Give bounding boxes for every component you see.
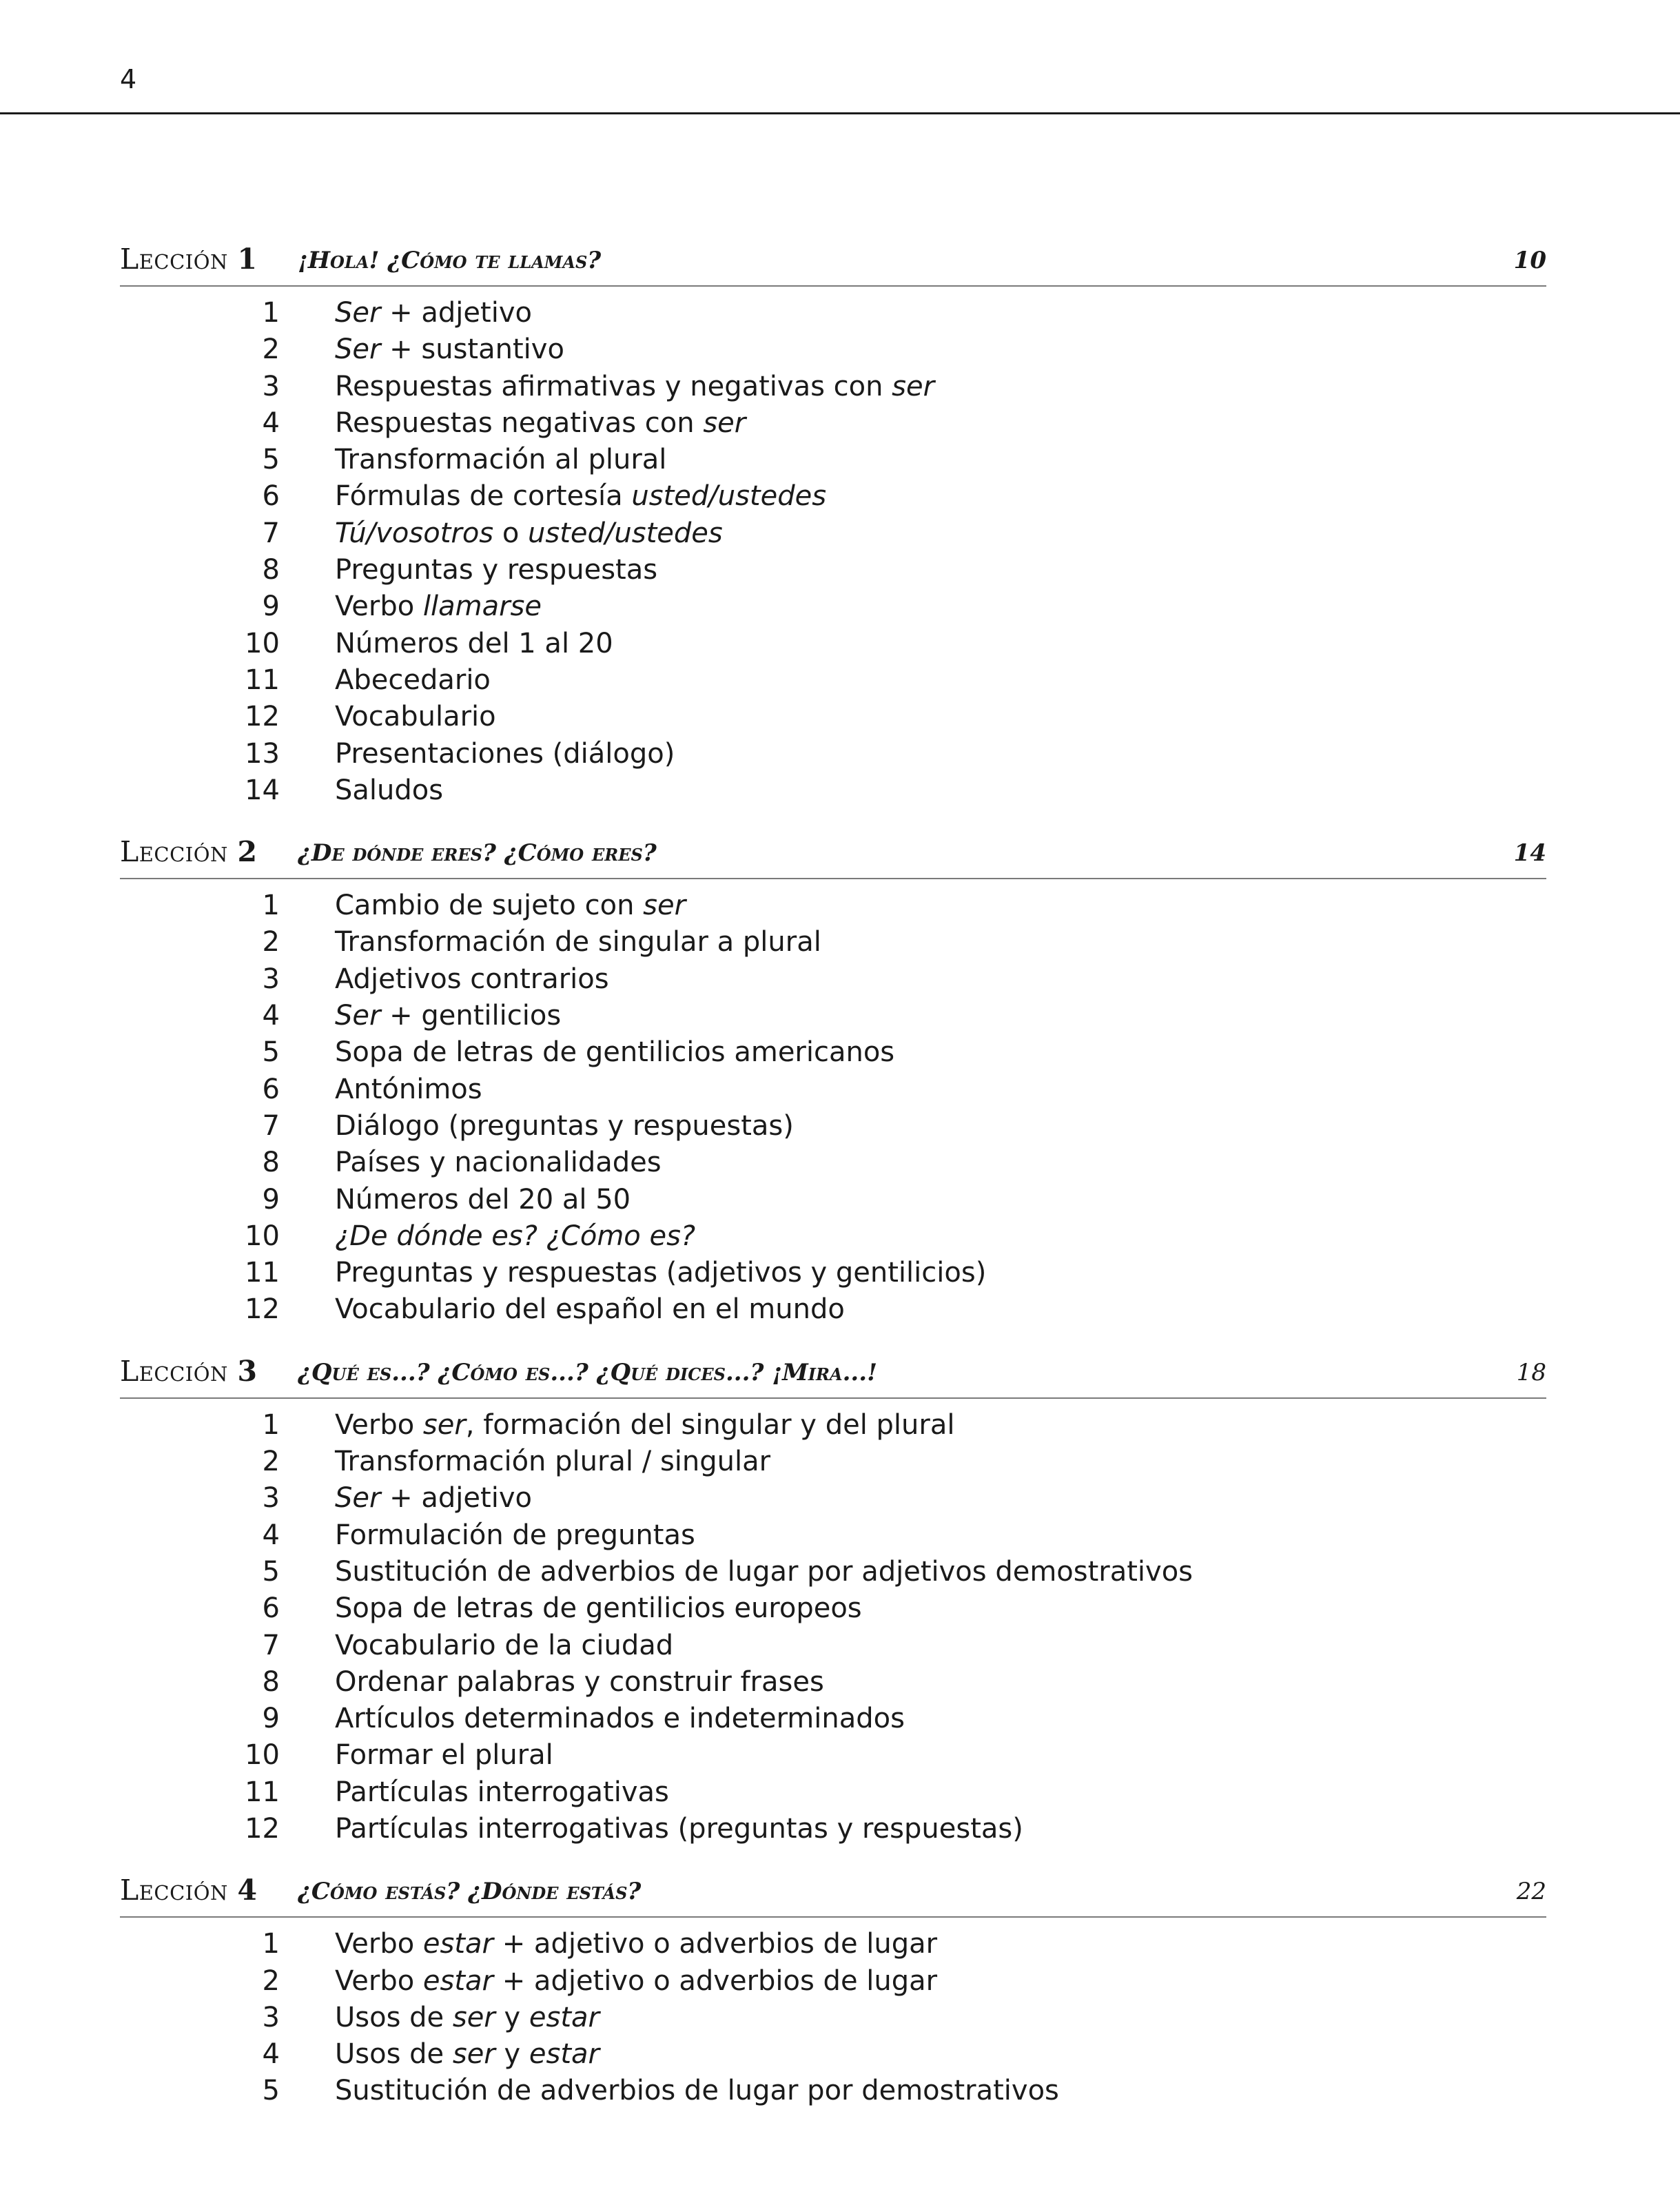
item-text-part: Sustitución de adverbios de lugar por adjetivos demostrativos <box>335 1555 1194 1588</box>
item-number: 8 <box>262 554 280 586</box>
item-text-italic: ¿De dónde es? ¿Cómo es? <box>335 1220 696 1252</box>
item-text-italic: ser <box>703 407 746 439</box>
item-text <box>335 1517 695 1554</box>
item-number: 2 <box>262 334 280 366</box>
item-number: 3 <box>262 370 280 402</box>
list-item <box>120 1926 1546 1962</box>
lesson-page-number: 22 <box>1516 1878 1546 1906</box>
lesson-heading <box>120 1346 1546 1399</box>
exercise-list <box>120 287 1546 827</box>
list-item <box>120 1963 1546 2000</box>
item-text-italic: estar <box>422 1965 493 1997</box>
item-number: 9 <box>262 591 280 623</box>
item-text <box>335 1407 954 1444</box>
item-text <box>335 924 821 961</box>
table-of-contents <box>120 234 1546 2128</box>
item-text-part: Abecedario <box>335 664 491 696</box>
lesson-heading <box>120 827 1546 879</box>
item-text <box>335 998 561 1034</box>
list-item <box>120 699 1546 735</box>
item-text-part: Transformación plural / singular <box>335 1446 771 1478</box>
item-text <box>335 736 675 772</box>
list-item <box>120 888 1546 924</box>
item-number: 3 <box>262 1482 280 1515</box>
list-item <box>120 331 1546 368</box>
item-number: 7 <box>262 1629 280 1661</box>
item-text <box>335 1963 937 2000</box>
item-text <box>335 1737 553 1774</box>
item-text <box>335 1218 695 1255</box>
lesson-page-number: 18 <box>1516 1358 1546 1386</box>
item-text <box>335 331 564 368</box>
item-text-part: Partículas interrogativas <box>335 1776 669 1808</box>
item-number: 1 <box>262 297 280 329</box>
lesson-label <box>120 835 257 868</box>
item-text-italic: estar <box>529 2001 600 2033</box>
item-text <box>335 405 746 442</box>
list-item <box>120 1034 1546 1071</box>
item-text-part: Verbo <box>335 1408 423 1441</box>
list-item <box>120 1517 1546 1554</box>
lesson-title: ¡Hola! ¿Cómo te llamas? <box>298 247 602 274</box>
list-item <box>120 1291 1546 1328</box>
lesson-word: Lección <box>120 1874 228 1907</box>
list-item <box>120 1182 1546 1218</box>
exercise-list <box>120 879 1546 1346</box>
lesson-number: 2 <box>237 835 258 869</box>
item-text-italic: Ser <box>335 297 381 329</box>
item-number: 12 <box>245 1812 280 1845</box>
item-number: 10 <box>245 627 280 659</box>
item-text <box>335 1774 669 1811</box>
item-text <box>335 1071 482 1108</box>
item-number: 10 <box>245 1220 280 1252</box>
item-number: 9 <box>262 1703 280 1735</box>
item-number: 6 <box>262 1073 280 1105</box>
item-text-italic: Ser <box>335 1000 381 1032</box>
exercise-list <box>120 1399 1546 1866</box>
item-text-part: Verbo <box>335 1965 423 1997</box>
exercise-list <box>120 1918 1546 2127</box>
list-item <box>120 1664 1546 1701</box>
list-item <box>120 1255 1546 1291</box>
item-number: 4 <box>262 1519 280 1551</box>
item-text-part: Verbo <box>335 1928 423 1960</box>
item-text-part: Sopa de letras de gentilicios europeos <box>335 1592 862 1625</box>
item-text-italic: ser <box>892 370 935 402</box>
list-item <box>120 1811 1546 1847</box>
item-text-part: Saludos <box>335 774 444 806</box>
item-text <box>335 772 443 809</box>
item-text <box>335 1255 986 1291</box>
item-text <box>335 1590 862 1627</box>
item-text-italic: estar <box>529 2038 600 2071</box>
list-item <box>120 998 1546 1034</box>
item-number: 5 <box>262 1036 280 1069</box>
item-text <box>335 1664 824 1701</box>
item-number: 7 <box>262 517 280 549</box>
item-text-part: Preguntas y respuestas <box>335 554 658 586</box>
item-text-part: Formar el plural <box>335 1739 553 1772</box>
item-text-part: y <box>495 2038 529 2071</box>
item-text <box>335 1444 770 1480</box>
lesson-page-number: 14 <box>1513 839 1546 868</box>
item-text-part: Números del 20 al 50 <box>335 1183 631 1216</box>
list-item <box>120 369 1546 405</box>
item-text-italic: estar <box>422 1928 493 1960</box>
item-text-part: , formación del singular y del plural <box>465 1408 955 1441</box>
page-number: 4 <box>120 64 137 94</box>
item-text-italic: ser <box>422 1408 466 1441</box>
list-item <box>120 478 1546 515</box>
item-text-italic: ser <box>452 2001 495 2033</box>
item-text-part: Vocabulario del español en el mundo <box>335 1293 845 1326</box>
item-text-part: Respuestas negativas con <box>335 407 704 439</box>
item-text <box>335 1480 532 1517</box>
item-number: 4 <box>262 2038 280 2071</box>
lesson-word: Lección <box>120 243 228 276</box>
lesson-title: ¿De dónde eres? ¿Cómo eres? <box>298 839 657 868</box>
item-text-italic: Ser <box>335 1482 381 1515</box>
item-text <box>335 1034 894 1071</box>
item-text-part: + adjetivo o adverbios de lugar <box>493 1928 938 1960</box>
list-item <box>120 405 1546 442</box>
item-text-part: Antónimos <box>335 1073 482 1105</box>
lesson-number: 3 <box>237 1354 258 1388</box>
list-item <box>120 588 1546 625</box>
lesson-word: Lección <box>120 835 228 869</box>
lesson-section <box>120 1346 1546 1866</box>
item-number: 4 <box>262 1000 280 1032</box>
item-text-part: Partículas interrogativas (preguntas y respuestas) <box>335 1812 1023 1845</box>
item-text-part: + gentilicios <box>380 1000 562 1032</box>
item-text-part: o <box>493 517 529 549</box>
item-number: 6 <box>262 480 280 513</box>
item-number: 5 <box>262 444 280 476</box>
item-text <box>335 1701 905 1737</box>
item-text <box>335 2073 1059 2109</box>
list-item <box>120 295 1546 331</box>
item-text-italic: Tú/vosotros <box>335 517 494 549</box>
lesson-title: ¿Cómo estás? ¿Dónde estás? <box>298 1878 642 1906</box>
item-number: 11 <box>245 1776 280 1808</box>
item-text-part: Usos de <box>335 2001 453 2033</box>
item-number: 5 <box>262 1555 280 1588</box>
item-text <box>335 626 613 662</box>
lesson-label <box>120 1874 257 1907</box>
list-item <box>120 1480 1546 1517</box>
list-item <box>120 1071 1546 1108</box>
item-text <box>335 442 666 478</box>
list-item <box>120 1774 1546 1811</box>
list-item <box>120 961 1546 998</box>
lesson-word: Lección <box>120 1354 228 1388</box>
item-text <box>335 1182 631 1218</box>
item-text-italic: llamarse <box>422 591 542 623</box>
item-text <box>335 1628 673 1664</box>
item-text-part: + adjetivo <box>380 1482 532 1515</box>
list-item <box>120 2036 1546 2073</box>
list-item <box>120 1554 1546 1590</box>
lesson-label <box>120 243 257 276</box>
item-number: 2 <box>262 1965 280 1997</box>
list-item <box>120 515 1546 552</box>
item-text <box>335 478 826 515</box>
item-text <box>335 2000 600 2036</box>
item-text <box>335 662 491 699</box>
lesson-number: 4 <box>237 1874 258 1907</box>
lesson-section <box>120 827 1546 1346</box>
list-item <box>120 1444 1546 1480</box>
item-text-part: Transformación de singular a plural <box>335 926 821 958</box>
item-text <box>335 588 542 625</box>
item-text-italic: Ser <box>335 334 381 366</box>
item-text-part: Artículos determinados e indeterminados <box>335 1703 905 1735</box>
item-text <box>335 699 496 735</box>
item-text-part: Transformación al plural <box>335 444 667 476</box>
item-number: 12 <box>245 1293 280 1326</box>
item-text-part: Respuestas afirmativas y negativas con <box>335 370 892 402</box>
lesson-number: 1 <box>237 243 258 276</box>
list-item <box>120 626 1546 662</box>
list-item <box>120 1628 1546 1664</box>
list-item <box>120 2073 1546 2109</box>
item-number: 1 <box>262 1408 280 1441</box>
list-item <box>120 1701 1546 1737</box>
item-number: 8 <box>262 1147 280 1179</box>
item-number: 11 <box>245 1257 280 1289</box>
item-number: 13 <box>245 737 280 770</box>
list-item <box>120 924 1546 961</box>
list-item <box>120 1218 1546 1255</box>
item-text-part: Ordenar palabras y construir frases <box>335 1665 824 1698</box>
item-number: 8 <box>262 1665 280 1698</box>
list-item <box>120 1590 1546 1627</box>
item-text <box>335 1554 1193 1590</box>
item-text <box>335 515 723 552</box>
list-item <box>120 662 1546 699</box>
lesson-section <box>120 234 1546 827</box>
list-item <box>120 1108 1546 1145</box>
item-number: 4 <box>262 407 280 439</box>
item-number: 5 <box>262 2075 280 2107</box>
item-text <box>335 961 609 998</box>
item-text <box>335 552 657 588</box>
item-number: 12 <box>245 701 280 733</box>
item-text <box>335 1108 794 1145</box>
item-number: 14 <box>245 774 280 806</box>
item-text-italic: usted/ustedes <box>631 480 827 513</box>
lesson-page-number: 10 <box>1513 247 1546 274</box>
list-item <box>120 1737 1546 1774</box>
item-number: 11 <box>245 664 280 696</box>
lesson-title: ¿Qué es...? ¿Cómo es...? ¿Qué dices...? ¡Mira...! <box>298 1358 878 1386</box>
item-text-part: Países y nacionalidades <box>335 1147 662 1179</box>
item-text-part: + sustantivo <box>380 334 564 366</box>
item-number: 10 <box>245 1739 280 1772</box>
item-text-part: Diálogo (preguntas y respuestas) <box>335 1109 794 1142</box>
item-number: 2 <box>262 926 280 958</box>
list-item <box>120 736 1546 772</box>
list-item <box>120 772 1546 809</box>
item-text-part: Sustitución de adverbios de lugar por demostrativos <box>335 2075 1059 2107</box>
item-text-part: Sopa de letras de gentilicios americanos <box>335 1036 895 1069</box>
item-text <box>335 888 686 924</box>
list-item <box>120 1145 1546 1181</box>
list-item <box>120 552 1546 588</box>
list-item <box>120 2000 1546 2036</box>
item-text-part: Formulación de preguntas <box>335 1519 695 1551</box>
list-item <box>120 442 1546 478</box>
item-text <box>335 1145 662 1181</box>
item-text-part: Adjetivos contrarios <box>335 963 609 995</box>
list-item <box>120 1407 1546 1444</box>
item-text-part: y <box>495 2001 529 2033</box>
item-text <box>335 1291 845 1328</box>
lesson-heading <box>120 1865 1546 1918</box>
item-text-part: + adjetivo <box>380 297 532 329</box>
item-number: 3 <box>262 2001 280 2033</box>
item-text <box>335 369 934 405</box>
lesson-label <box>120 1355 257 1388</box>
item-text <box>335 1926 937 1962</box>
item-text-part: Usos de <box>335 2038 453 2071</box>
item-number: 3 <box>262 963 280 995</box>
item-text-italic: ser <box>643 890 686 922</box>
item-text <box>335 2036 600 2073</box>
item-text-part: Números del 1 al 20 <box>335 627 613 659</box>
item-text-italic: usted/ustedes <box>528 517 723 549</box>
item-text <box>335 1811 1023 1847</box>
item-text-italic: ser <box>452 2038 495 2071</box>
item-text-part: Verbo <box>335 591 423 623</box>
item-text-part: Fórmulas de cortesía <box>335 480 632 513</box>
item-number: 1 <box>262 890 280 922</box>
item-number: 7 <box>262 1109 280 1142</box>
item-number: 6 <box>262 1592 280 1625</box>
lesson-heading <box>120 234 1546 287</box>
header-rule <box>0 112 1680 114</box>
item-text-part: Vocabulario <box>335 701 496 733</box>
item-text-part: Presentaciones (diálogo) <box>335 737 675 770</box>
item-text-part: Preguntas y respuestas (adjetivos y gentilicios) <box>335 1257 987 1289</box>
lesson-section <box>120 1865 1546 2127</box>
item-number: 2 <box>262 1446 280 1478</box>
item-text-part: + adjetivo o adverbios de lugar <box>493 1965 938 1997</box>
item-text-part: Vocabulario de la ciudad <box>335 1629 674 1661</box>
item-number: 9 <box>262 1183 280 1216</box>
item-text <box>335 295 532 331</box>
item-text-part: Cambio de sujeto con <box>335 890 644 922</box>
item-number: 1 <box>262 1928 280 1960</box>
